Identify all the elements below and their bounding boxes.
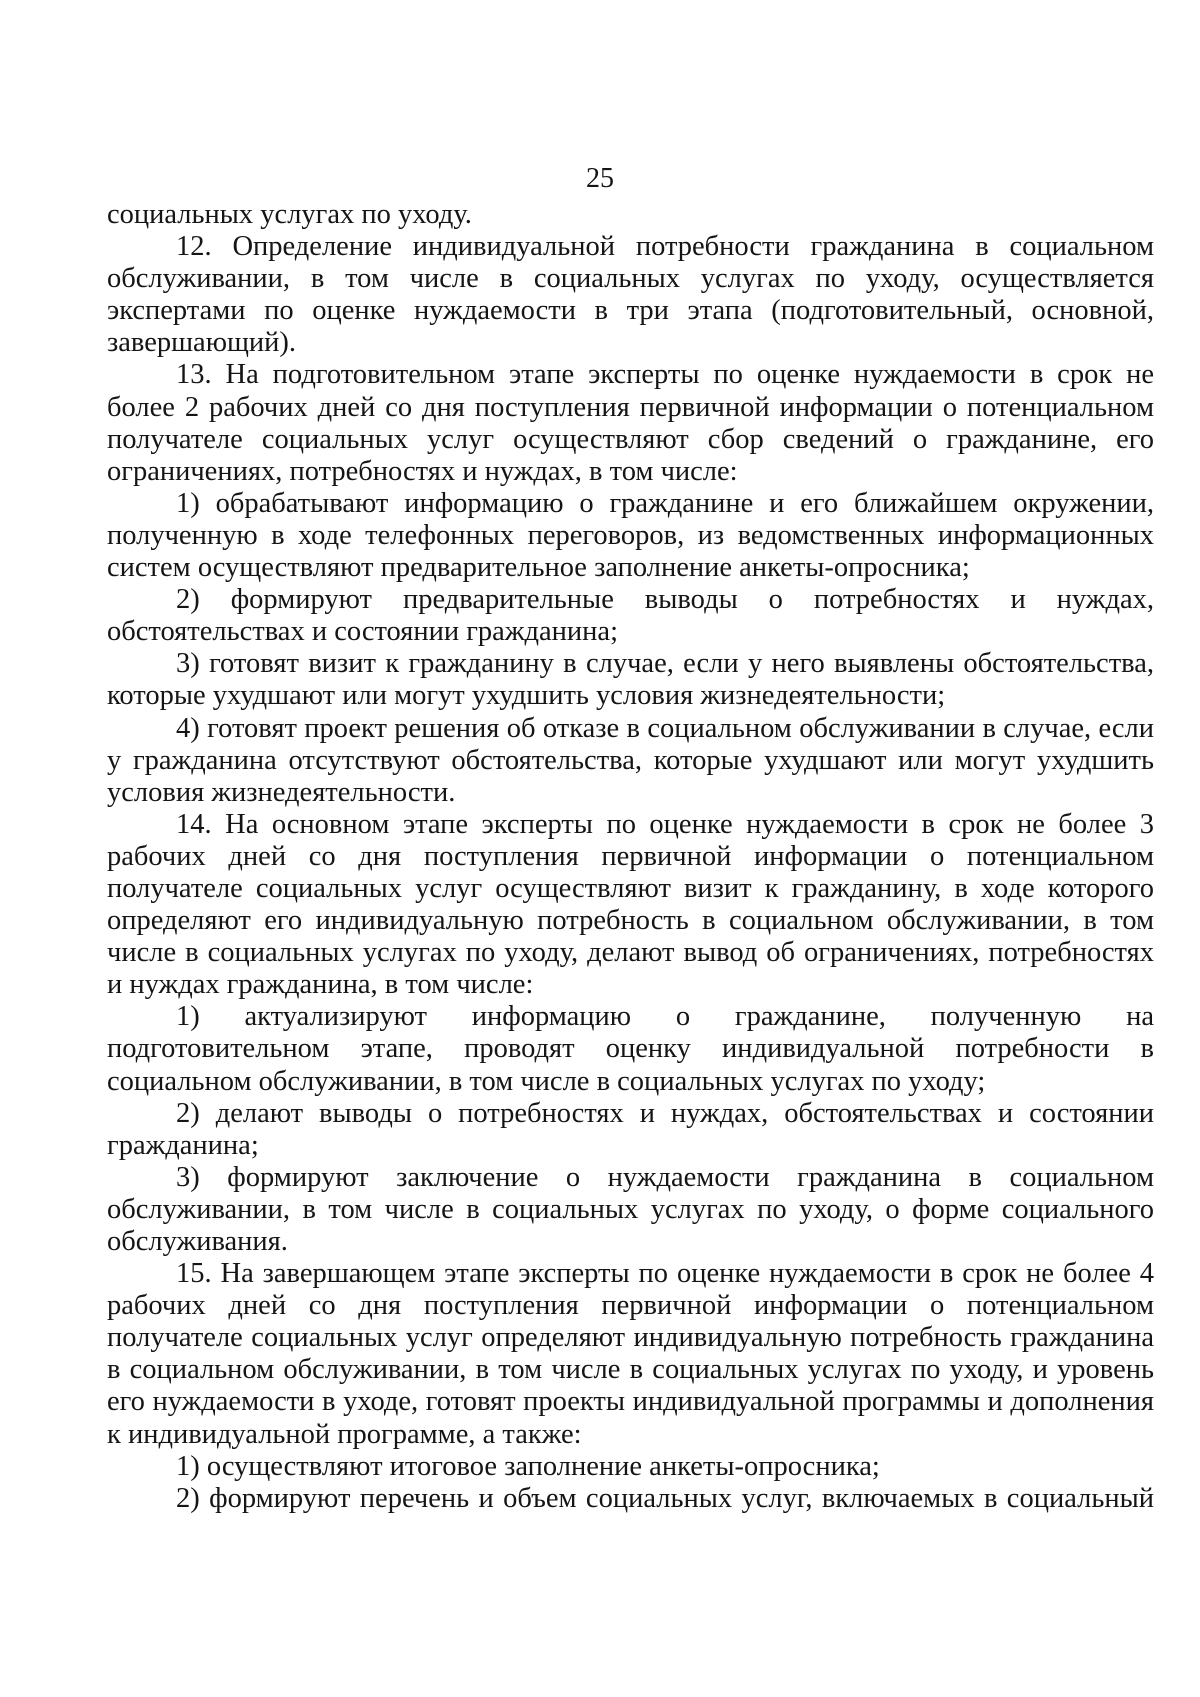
- paragraph-13: 13. На подготовительном этапе эксперты по оценке нуждаемости в срок не более 2 рабочих дней со дня поступления первичной информации о потенциальном получателе социальных услуг осуществляют сбор сведений о гражданине, его ограничениях, потребностях и нуждах, в том числе:: [107, 359, 1154, 487]
- paragraph-14: 14. На основном этапе эксперты по оценке нуждаемости в срок не более 3 рабочих дней со дня поступления первичной информации о потенциальном получателе социальных услуг осуществляют визит к гражданину, в ходе которого определяют его индивидуальную потребность в социальном обслуживании, в том числе в социальных услугах по уходу, делают вывод об ограничениях, потребностях и нуждах гражданина, в том числе:: [107, 808, 1154, 1001]
- paragraph-14-item-3: 3) формируют заключение о нуждаемости гражданина в социальном обслуживании, в том числе в социальных услугах по уходу, о форме социального обслуживания.: [107, 1161, 1154, 1257]
- paragraph-14-item-2: 2) делают выводы о потребностях и нуждах, обстоятельствах и состоянии гражданина;: [107, 1097, 1154, 1161]
- paragraph-15: 15. На завершающем этапе эксперты по оценке нуждаемости в срок не более 4 рабочих дней со дня поступления первичной информации о потенциальном получателе социальных услуг определяют индивидуальную потребность гражданина в социальном обслуживании, в том числе в социальных услугах по уходу, и уровень его нуждаемости в уходе, готовят проекты индивидуальной программы и дополнения к индивидуальной программе, а также:: [107, 1258, 1154, 1450]
- paragraph-15-item-1: 1) осуществляют итоговое заполнение анкеты-опросника;: [176, 1450, 880, 1482]
- paragraph-13-item-2: 2) формируют предварительные выводы о потребностях и нуждах, обстоятельствах и состоянии гражданина;: [107, 584, 1154, 648]
- paragraph-14-item-1: 1) актуализируют информацию о гражданине, полученную на подготовительном этапе, проводят оценку индивидуальной потребности в социальном обслуживании, в том числе в социальных услугах по уходу;: [107, 1001, 1154, 1097]
- paragraph-13-item-4: 4) готовят проект решения об отказе в социальном обслуживании в случае, если у гражданина отсутствуют обстоятельства, которые ухудшают или могут ухудшить условия жизнедеятельности.: [107, 712, 1154, 808]
- document-body: [107, 199, 1154, 1515]
- paragraph-13-item-1: 1) обрабатывают информацию о гражданине и его ближайшем окружении, полученную в ходе телефонных переговоров, из ведомственных информационных систем осуществляют предварительное заполнение анкеты-опросника;: [107, 487, 1154, 584]
- paragraph-continuation: социальных услугах по уходу.: [107, 199, 472, 230]
- page-number: 25: [586, 163, 614, 194]
- paragraph-12: 12. Определение индивидуальной потребности гражданина в социальном обслуживании, в том числе в социальных услугах по уходу, осуществляется экспертами по оценке нуждаемости в три этапа (подготовительный, основной, завершающий).: [107, 231, 1154, 359]
- paragraph-15-item-2: 2) формируют перечень и объем социальных услуг, включаемых в социальный: [176, 1482, 1154, 1514]
- paragraph-13-item-3: 3) готовят визит к гражданину в случае, если у него выявлены обстоятельства, которые ухудшают или могут ухудшить условия жизнедеятельности;: [107, 648, 1154, 712]
